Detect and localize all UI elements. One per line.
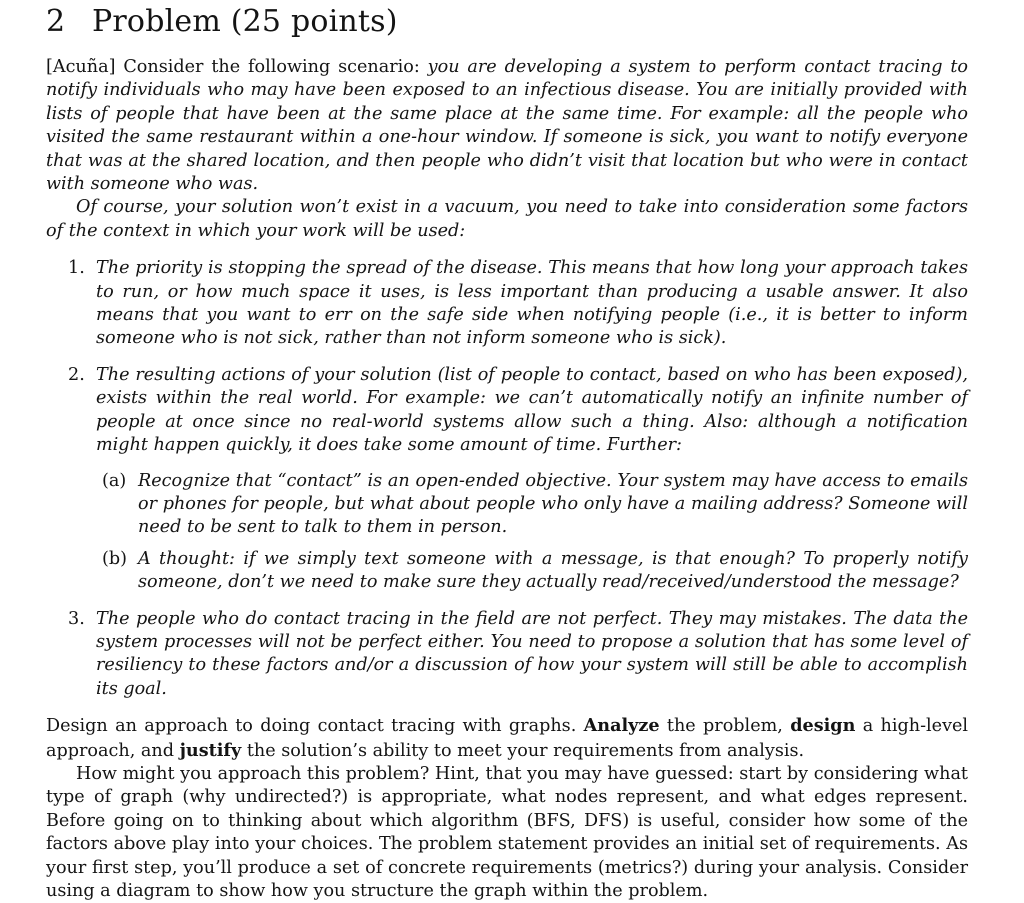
- problem-body: [46, 56, 968, 903]
- factor-number: 3.: [68, 608, 85, 629]
- author-tag: [Acuña]: [46, 57, 116, 77]
- factor-text: The priority is stopping the spread of the disease. This means that how long your approach takes to run, or how much space it uses, is less important than producing a usable answer. It also means that you want to err on the safe side when notifying people (i.e., it is better to inform someone who is not sick, rather than not inform someone who is sick).: [96, 258, 968, 349]
- factor-number: 1.: [68, 258, 85, 279]
- factor-list: [46, 257, 968, 701]
- keyword-analyze: Analyze: [583, 715, 660, 737]
- keyword-design: design: [790, 715, 856, 737]
- factor-number: 2.: [68, 364, 85, 385]
- subfactor-item: [96, 470, 968, 540]
- subfactor-text: Recognize that “contact” is an open-ended objective. Your system may have access to emails or phones for people, but what about people who only have a mailing address? Someone will need to be sent to talk to them in person.: [138, 470, 968, 538]
- subfactor-item: [96, 548, 968, 595]
- context-text: Of course, your solution won’t exist in a vacuum, you need to take into consideration some factors of the context in which your work will be used:: [46, 197, 968, 241]
- task-text-1: Design an approach to doing contact tracing with graphs.: [46, 716, 577, 737]
- intro-paragraph: [46, 56, 968, 196]
- subfactor-text: A thought: if we simply text someone with a message, is that enough? To properly notify someone, don’t we need to make sure they actually read/received/understood the message?: [138, 548, 968, 593]
- section-heading: [46, 4, 398, 39]
- subfactor-label: (a): [102, 470, 127, 491]
- task-text-4: the solution’s ability to meet your requirements from analysis.: [246, 740, 805, 761]
- task-text-3: a high-level approach, and: [46, 716, 969, 761]
- factor-text: The resulting actions of your solution (list of people to contact, based on who has been exposed), exists within the real world. For example: we can’t automatically notify an infinite number of people at once since no real-world systems allow such a thing. Also: although a notification might happen quickly, it does take some amount of time. Further:: [96, 364, 968, 456]
- factor-text: The people who do contact tracing in the field are not perfect. They may mistakes. The data the system processes will not be perfect either. You need to propose a solution that has some level of resiliency to these factors and/or a discussion of how your system will still be able to accomplish its goal.: [96, 608, 968, 699]
- section-number: 2: [46, 4, 66, 39]
- factor-item: [46, 608, 968, 702]
- task-paragraph: [46, 714, 968, 763]
- factor-item: [46, 364, 968, 595]
- task-text-2: the problem,: [666, 716, 783, 737]
- intro-scenario: you are developing a system to perform contact tracing to notify individuals who may have been exposed to an infectious disease. You are initially provided with lists of people that have been at the same place at the same time. For example: all the people who visited the same restaurant within a one-hour window. If someone is sick, you want to notify everyone that was at the shared location, and then people who didn’t visit that location but who were in contact with someone who was.: [46, 57, 968, 195]
- intro-lead: Consider the following scenario:: [123, 57, 420, 77]
- context-paragraph: [46, 196, 968, 243]
- subfactor-list: [96, 470, 968, 595]
- factor-item: [46, 257, 968, 351]
- hint-paragraph: How might you approach this problem? Hint, that you may have guessed: start by considering what type of graph (why undirected?) is appropriate, what nodes represent, and what edges represent. Before going on to thinking about which algorithm (BFS, DFS) is useful, consider how some of the factors above play into your choices. The problem statement provides an initial set of requirements. As your first step, you’ll produce a set of concrete requirements (metrics?) during your analysis. Consider using a diagram to show how you structure the graph within the problem.: [46, 763, 968, 901]
- keyword-justify: justify: [179, 739, 242, 761]
- section-title: Problem (25 points): [92, 4, 398, 39]
- subfactor-label: (b): [102, 548, 127, 569]
